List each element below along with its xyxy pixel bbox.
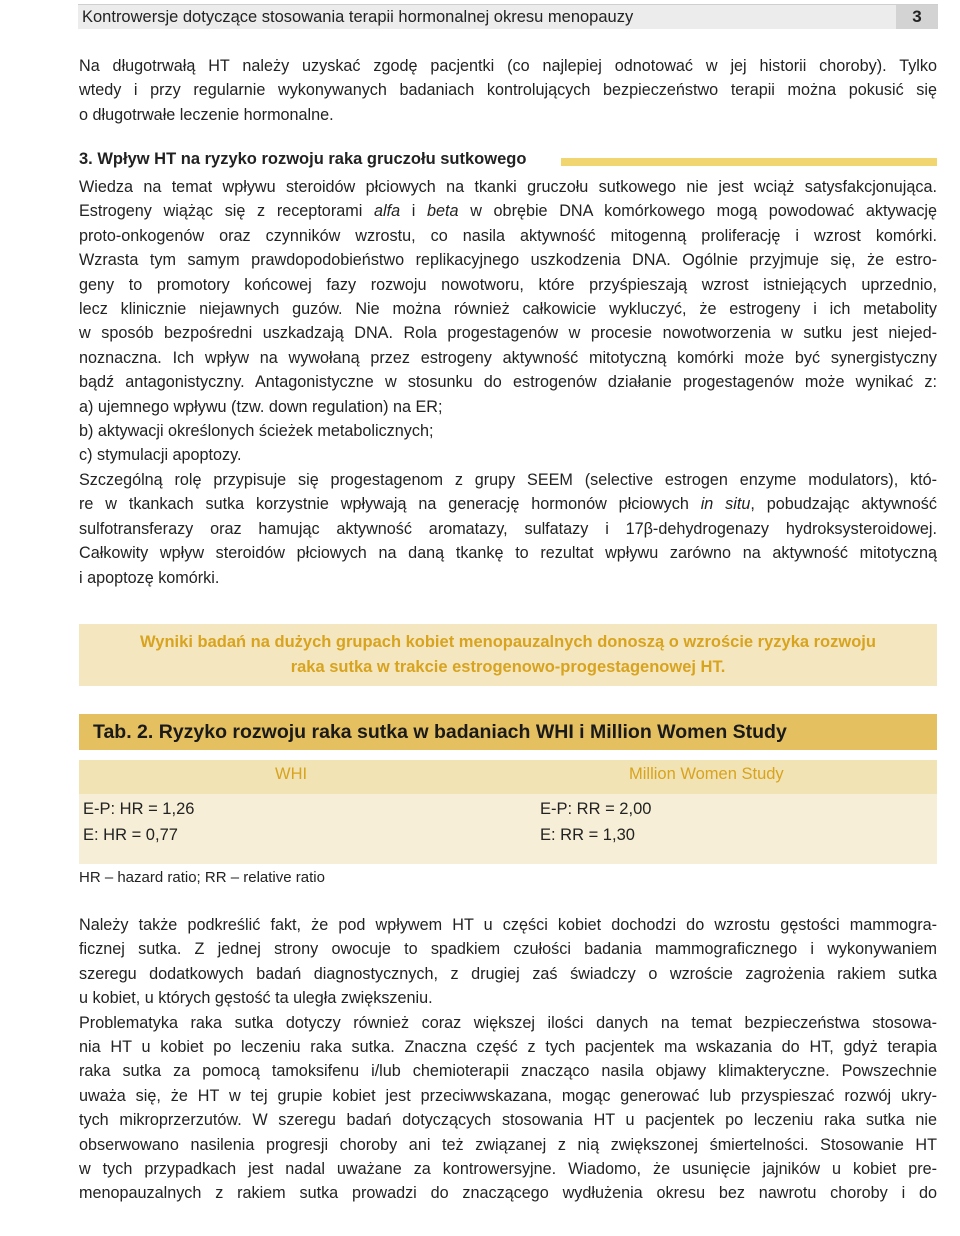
table-footnote: HR – hazard ratio; RR – relative ratio <box>79 869 325 886</box>
highlight-line: Wyniki badań na dużych grupach kobiet menopauzalnych donoszą o wzroście ryzyka rozwoju <box>140 633 876 651</box>
text-line: Wzrasta tym samym prawdopodobieństwo replikacyjnego uszkodzenia DNA. Ogólnie przyjmuje się, że estro- <box>79 251 937 270</box>
table-cell: E: RR = 1,30 <box>540 826 635 844</box>
text-line: nia HT u kobiet po leczeniu raka sutka. Znaczna część z tych pacjentek ma wskazania do HT, gdyż terapia <box>79 1038 937 1057</box>
table-cell: E-P: RR = 2,00 <box>540 800 652 818</box>
text-run: w obrębie DNA komórkowego mogą powodować aktywację <box>458 202 938 221</box>
text-line: Problematyka raka sutka dotyczy również coraz większej ilości danych na temat bezpieczeństwa stosowa- <box>79 1013 937 1032</box>
text-line: i apoptozę komórki. <box>79 568 220 587</box>
table-title: Tab. 2. Ryzyko rozwoju raka sutka w badaniach WHI i Million Women Study <box>93 721 787 743</box>
heading-accent-bar <box>561 158 937 166</box>
text-line: noznaczna. Ich wpływ na wywołaną przez estrogeny aktywność mitotyczną komórki może być synergistyczny <box>79 348 937 367</box>
text-run: Estrogeny wiążąc się z receptorami <box>79 202 374 221</box>
text-line: Całkowity wpływ steroidów płciowych na daną tkankę to rezultat wpływu zarówno na aktywność mitotyczną <box>79 544 937 563</box>
column-header-whi: WHI <box>275 765 308 783</box>
running-title: Kontrowersje dotyczące stosowania terapii hormonalnej okresu menopauzy <box>82 8 634 26</box>
text-line: w tych przypadkach jest nadal uważane za kontrowersyjne. Wiadomo, że usunięcie jajników u kobiet pre- <box>79 1160 937 1179</box>
text-line: menopauzalnych z rakiem sutka prowadzi do znaczącego wydłużenia okresu bez nawrotu choroby i do <box>79 1184 937 1203</box>
text-run: re w tkankach sutka korzystnie wpływają na generację hormonów płciowych <box>79 495 701 514</box>
text-run: i <box>400 202 428 221</box>
list-item: b) aktywacji określonych ścieżek metabolicznych; <box>79 422 434 441</box>
text-line: bądź antagonistyczny. Antagonistyczne w stosunku do estrogenów działanie progestagenów może wynikać z: <box>79 373 937 392</box>
table-caption <box>79 714 937 750</box>
text-run: , pobudzając aktywność <box>750 495 937 514</box>
section-heading <box>79 150 937 176</box>
text-line: Szczególną rolę przypisuje się progestagenom z grupy SEEM (selective estrogen enzyme modulators), któ- <box>79 470 937 489</box>
text-line: geny to promotory końcowej fazy rozwoju nowotworu, które przyśpieszają wzrost istniejących uprzednio, <box>79 275 937 294</box>
section-title: 3. Wpływ HT na ryzyko rozwoju raka gruczołu sutkowego <box>79 150 530 169</box>
text-line: lecz klinicznie niejawnych guzów. Nie można również całkowicie wykluczyć, że estrogeny i ich metabolity <box>79 300 937 319</box>
italic-term: alfa <box>373 202 401 221</box>
list-item: c) stymulacji apoptozy. <box>79 446 242 465</box>
text-line: uważa się, że HT w tej grupie kobiet jest przeciwwskazana, mogąc generować lub przyspieszać rozwój ukry- <box>79 1086 937 1105</box>
text-line: ficznej sutka. Z jednej strony owocuje to spadkiem czułości badania mammograficznego i wykonywaniem <box>79 940 937 959</box>
column-header-mws: Million Women Study <box>629 765 784 783</box>
text-line: raka sutka za pomocą tamoksifenu i/lub chemioterapii znacząco nasila objawy klimakteryczne. Powszechnie <box>79 1062 937 1081</box>
text-line: obserwowano nasilenia progresji choroby ani też związanej z nią zwiększonej śmiertelności. Stosowanie HT <box>79 1135 937 1154</box>
highlight-box <box>79 624 937 686</box>
text-line <box>79 492 937 516</box>
intro-paragraph <box>79 54 937 127</box>
running-header <box>78 4 938 29</box>
table-cell: E: HR = 0,77 <box>83 826 178 844</box>
table-header-row <box>79 760 937 794</box>
text-line: Na długotrwałą HT należy uzyskać zgodę pacjentki (co najlepiej odnotować w jej historii choroby). Tylko <box>79 57 937 75</box>
section-body <box>79 175 937 590</box>
italic-term: in situ <box>700 495 751 514</box>
text-line: proto-onkogenów oraz czynników wzrostu, co nasila aktywność mitogenną proliferację i wzrost komórki. <box>79 226 937 245</box>
italic-term: beta <box>427 202 459 221</box>
text-line <box>79 199 937 223</box>
text-line: tych mikroprzerzutów. W szeregu badań dotyczących stosowania HT u pacjentek po leczeniu raka sutka nie <box>79 1111 937 1130</box>
highlight-text <box>79 630 937 680</box>
table-cell: E-P: HR = 1,26 <box>83 800 195 818</box>
highlight-line: raka sutka w trakcie estrogenowo-progestagenowej HT. <box>290 658 726 676</box>
text-line: o długotrwałe leczenie hormonalne. <box>79 105 334 124</box>
text-line: szeregu dodatkowych badań diagnostycznych, z drugiej zaś świadczy o wzroście zagrożenia rakiem sutka <box>79 964 937 983</box>
text-line: sulfotransferazy oraz hamując aktywność aromatazy, sulfatazy i 17β-dehydrogenazy hydroksysteroidowej. <box>79 519 937 538</box>
results-table <box>79 760 937 864</box>
text-line: u kobiet, u których gęstość ta uległa zwiększeniu. <box>79 989 433 1008</box>
text-line: w sposób bezpośredni uszkadzają DNA. Rola progestagenów w procesie nowotworzenia w sutku jest niejed- <box>79 324 937 343</box>
page-number: 3 <box>896 5 938 29</box>
text-line: wtedy i przy regularnie wykonywanych badaniach kontrolujących bezpieczeństwo terapii można pokusić się <box>79 81 937 100</box>
text-line: Wiedza na temat wpływu steroidów płciowych na tkanki gruczołu sutkowego nie jest wciąż satysfakcjonująca. <box>79 178 937 196</box>
closing-paragraph <box>79 913 937 1206</box>
text-line: Należy także podkreślić fakt, że pod wpływem HT u części kobiet dochodzi do wzrostu gęstości mammogra- <box>79 916 937 934</box>
list-item: a) ujemnego wpływu (tzw. down regulation) na ER; <box>79 397 443 416</box>
